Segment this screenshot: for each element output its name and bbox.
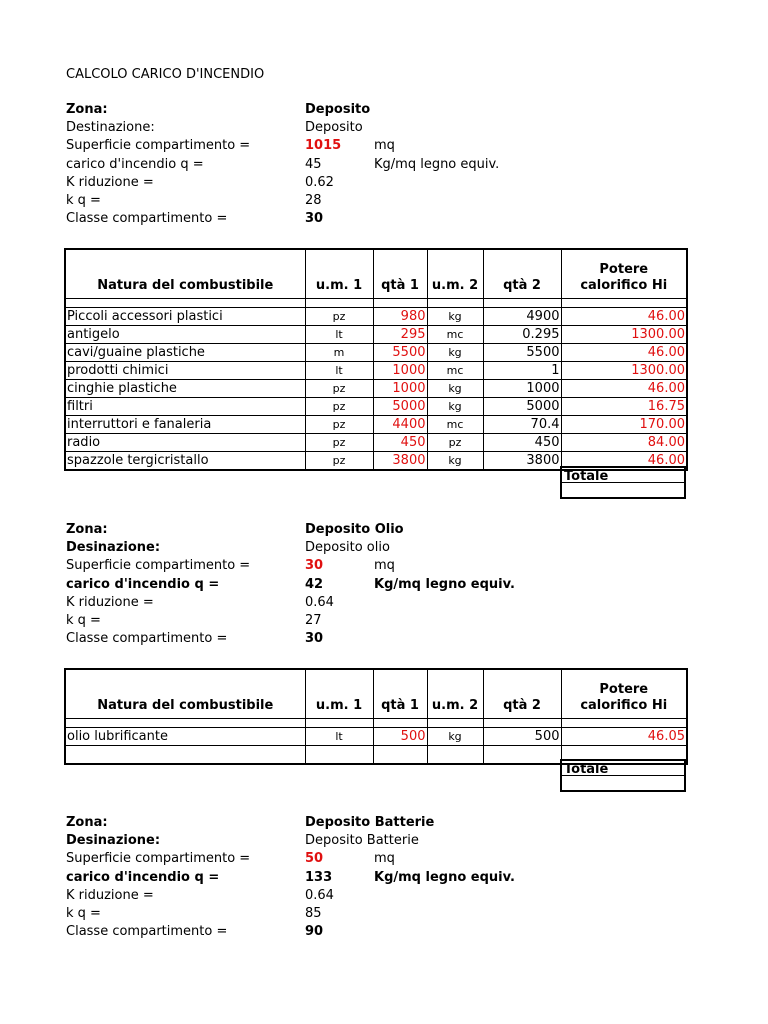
cell-potere: 1300.00 <box>561 362 687 380</box>
header-qta1: qtà 1 <box>373 249 427 299</box>
classe-label: Classe compartimento = <box>66 924 228 940</box>
superficie-unit: mq <box>374 138 395 154</box>
superficie-unit: mq <box>374 558 395 574</box>
k-riduzione-label: K riduzione = <box>66 887 154 903</box>
cell-um2: pz <box>427 434 483 452</box>
cell-um2: kg <box>427 344 483 362</box>
superficie-label: Superficie compartimento = <box>66 851 251 867</box>
header-qta2: qtà 2 <box>483 249 561 299</box>
cell-natura: radio <box>65 434 305 452</box>
destinazione-value: Deposito Batterie <box>305 833 419 849</box>
classe-label: Classe compartimento = <box>66 631 228 647</box>
zone-block-deposito <box>66 101 706 228</box>
cell-qta2: 5500 <box>483 344 561 362</box>
carico-value: 133 <box>305 869 333 885</box>
header-um1: u.m. 1 <box>305 669 373 719</box>
table-row <box>65 416 687 434</box>
k-riduzione-value: 0.64 <box>305 887 334 903</box>
table-row <box>65 380 687 398</box>
cell-qta1: 1000 <box>373 362 427 380</box>
cell-qta2: 4900 <box>483 308 561 326</box>
cell-potere: 16.75 <box>561 398 687 416</box>
destinazione-label: Desinazione: <box>66 540 161 556</box>
superficie-unit: mq <box>374 851 395 867</box>
cell-natura: cavi/guaine plastiche <box>65 344 305 362</box>
cell-potere: 46.00 <box>561 344 687 362</box>
header-natura: Natura del combustibile <box>65 249 305 299</box>
cell-qta2: 1000 <box>483 380 561 398</box>
zona-value: Deposito Batterie <box>305 815 435 830</box>
cell-um1: lt <box>305 728 373 746</box>
destinazione-value: Deposito <box>305 120 363 136</box>
table-row <box>65 326 687 344</box>
cell-qta1: 980 <box>373 308 427 326</box>
cell-um2: mc <box>427 362 483 380</box>
cell-qta2: 500 <box>483 728 561 746</box>
destinazione-label: Destinazione: <box>66 120 155 136</box>
cell-qta1: 295 <box>373 326 427 344</box>
zona-label: Zona: <box>66 815 108 830</box>
carico-unit: Kg/mq legno equiv. <box>374 869 515 885</box>
cell-potere: 46.00 <box>561 380 687 398</box>
kq-label: k q = <box>66 192 101 208</box>
header-potere: Potere calorifico Hi <box>561 249 687 299</box>
header-qta1: qtà 1 <box>373 669 427 719</box>
cell-qta1: 4400 <box>373 416 427 434</box>
k-riduzione-value: 0.62 <box>305 174 334 190</box>
header-um1: u.m. 1 <box>305 249 373 299</box>
header-um2: u.m. 2 <box>427 669 483 719</box>
header-potere: Potere calorifico Hi <box>561 669 687 719</box>
carico-unit: Kg/mq legno equiv. <box>374 156 500 172</box>
carico-label: carico d'incendio q = <box>66 156 204 172</box>
classe-value: 90 <box>305 924 324 940</box>
cell-natura: prodotti chimici <box>65 362 305 380</box>
zona-value: Deposito Olio <box>305 522 404 537</box>
cell-qta2: 1 <box>483 362 561 380</box>
cell-natura: olio lubrificante <box>65 728 305 746</box>
cell-um1: lt <box>305 362 373 380</box>
table-row <box>65 344 687 362</box>
cell-potere: 46.00 <box>561 452 687 471</box>
table-row <box>65 362 687 380</box>
cell-um2: kg <box>427 380 483 398</box>
cell-um2: kg <box>427 728 483 746</box>
zona-label: Zona: <box>66 522 108 537</box>
cell-potere: 170.00 <box>561 416 687 434</box>
destinazione-label: Desinazione: <box>66 833 161 849</box>
cell-um1: pz <box>305 380 373 398</box>
cell-qta2: 0.295 <box>483 326 561 344</box>
cell-qta2: 5000 <box>483 398 561 416</box>
cell-potere: 84.00 <box>561 434 687 452</box>
zona-value: Deposito <box>305 102 371 117</box>
cell-um2: kg <box>427 452 483 471</box>
cell-potere: 1300.00 <box>561 326 687 344</box>
cell-um1: pz <box>305 308 373 326</box>
kq-label: k q = <box>66 612 101 628</box>
totale-box-deposito-olio <box>560 759 686 792</box>
header-qta2: qtà 2 <box>483 669 561 719</box>
header-um2: u.m. 2 <box>427 249 483 299</box>
cell-um1: pz <box>305 452 373 471</box>
cell-um1: lt <box>305 326 373 344</box>
cell-qta1: 500 <box>373 728 427 746</box>
cell-um1: m <box>305 344 373 362</box>
fuel-table-deposito-olio <box>64 668 688 765</box>
cell-qta1: 450 <box>373 434 427 452</box>
kq-label: k q = <box>66 905 101 921</box>
cell-potere: 46.00 <box>561 308 687 326</box>
kq-value: 28 <box>305 192 322 208</box>
zone-block-deposito-batterie <box>66 814 706 941</box>
k-riduzione-label: K riduzione = <box>66 174 154 190</box>
totale-label: Totale <box>560 466 686 483</box>
superficie-value: 30 <box>305 558 324 574</box>
carico-label: carico d'incendio q = <box>66 869 220 885</box>
cell-qta1: 5000 <box>373 398 427 416</box>
superficie-value: 1015 <box>305 138 342 154</box>
cell-natura: spazzole tergicristallo <box>65 452 305 471</box>
cell-natura: cinghie plastiche <box>65 380 305 398</box>
cell-um1: pz <box>305 398 373 416</box>
carico-unit: Kg/mq legno equiv. <box>374 576 515 592</box>
cell-natura: filtri <box>65 398 305 416</box>
cell-qta1: 1000 <box>373 380 427 398</box>
carico-label: carico d'incendio q = <box>66 576 220 592</box>
table-row <box>65 398 687 416</box>
cell-natura: Piccoli accessori plastici <box>65 308 305 326</box>
document-title: CALCOLO CARICO D'INCENDIO <box>66 67 265 82</box>
totale-box-deposito <box>560 466 686 499</box>
k-riduzione-value: 0.64 <box>305 594 334 610</box>
zone-block-deposito-olio <box>66 521 706 648</box>
cell-um1: pz <box>305 434 373 452</box>
carico-value: 42 <box>305 576 324 592</box>
superficie-value: 50 <box>305 851 324 867</box>
table-row <box>65 434 687 452</box>
cell-um2: mc <box>427 416 483 434</box>
cell-qta1: 3800 <box>373 452 427 471</box>
totale-label: Totale <box>560 759 686 776</box>
table-row <box>65 728 687 746</box>
classe-value: 30 <box>305 631 324 647</box>
cell-potere: 46.05 <box>561 728 687 746</box>
superficie-label: Superficie compartimento = <box>66 138 251 154</box>
table-row <box>65 308 687 326</box>
cell-natura: interruttori e fanaleria <box>65 416 305 434</box>
cell-um2: kg <box>427 308 483 326</box>
destinazione-value: Deposito olio <box>305 540 390 556</box>
cell-um2: mc <box>427 326 483 344</box>
carico-value: 45 <box>305 156 322 172</box>
cell-natura: antigelo <box>65 326 305 344</box>
cell-qta1: 5500 <box>373 344 427 362</box>
zona-label: Zona: <box>66 102 108 117</box>
k-riduzione-label: K riduzione = <box>66 594 154 610</box>
cell-qta2: 3800 <box>483 452 561 471</box>
kq-value: 85 <box>305 905 322 921</box>
classe-value: 30 <box>305 211 324 227</box>
cell-qta2: 450 <box>483 434 561 452</box>
kq-value: 27 <box>305 612 322 628</box>
superficie-label: Superficie compartimento = <box>66 558 251 574</box>
fuel-table-deposito <box>64 248 688 471</box>
classe-label: Classe compartimento = <box>66 211 228 227</box>
cell-um1: pz <box>305 416 373 434</box>
cell-qta2: 70.4 <box>483 416 561 434</box>
cell-um2: kg <box>427 398 483 416</box>
header-natura: Natura del combustibile <box>65 669 305 719</box>
